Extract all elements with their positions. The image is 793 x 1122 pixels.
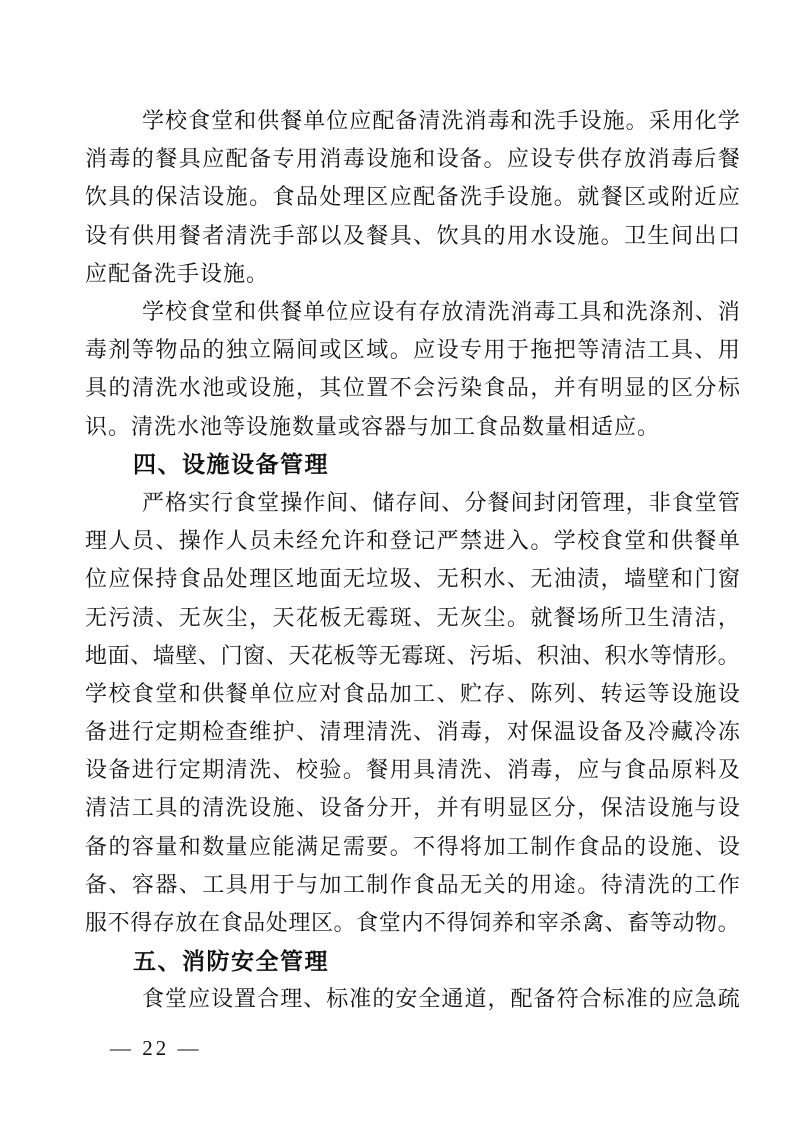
text-line: 学 校 食 堂 和 供 餐 单 位 应 对 食 品 加 工 、 贮 存 、 陈 列 、 转 运 等 设 施 设 [85,680,740,706]
text-line: 应配备洗手设施。 [85,260,270,286]
text-line: 设 备 进 行 定 期 清 洗 、 校 验 。 餐 用 具 清 洗 、 消 毒 ， 应 与 食 品 原 料 及 [85,757,740,783]
text-line: 备 进 行 定 期 检 查 维 护 、 清 理 清 洗 、 消 毒 ， 对 保 温 设 备 及 冷 藏 冷 冻 [85,719,740,745]
text-line: 地 面 、 墙 壁 、 门 窗 、 天 花 板 等 无 霉 斑 、 污 垢 、 积 油 、 积 水 等 情 形 。 [85,642,740,668]
text-line: 消 毒 的 餐 具 应 配 备 专 用 消 毒 设 施 和 设 备 。 应 设 专 供 存 放 消 毒 后 餐 [85,146,740,172]
text-line: 无 污 渍 、 无 灰 尘 ， 天 花 板 无 霉 斑 、 无 灰 尘 。 就 餐 场 所 卫 生 清 洁 ， [85,604,740,630]
text-line: 具 的 清 洗 水 池 或 设 施 ， 其 位 置 不 会 污 染 食 品 ， 并 有 明 显 的 区 分 标 [85,375,740,401]
text-line: 食 堂 应 设 置 合 理 、 标 准 的 安 全 通 道 ， 配 备 符 合 标 准 的 应 急 疏 [142,986,740,1012]
text-line: 理 人 员 、 操 作 人 员 未 经 允 许 和 登 记 严 禁 进 入 。 学 校 食 堂 和 供 餐 单 [85,528,740,554]
text-line: 位 应 保 持 食 品 处 理 区 地 面 无 垃 圾 、 无 积 水 、 无 油 渍 ， 墙 壁 和 门 窗 [85,566,740,592]
text-line: 学 校 食 堂 和 供 餐 单 位 应 设 有 存 放 清 洗 消 毒 工 具 和 洗 涤 剂 、 消 [142,299,740,325]
page-number: — 22 — [110,1036,202,1060]
document-body [85,102,740,1019]
text-line: 识。清洗水池等设施数量或容器与加工食品数量相适应。 [85,413,661,439]
text-line: 备 、 容 器 、 工 具 用 于 与 加 工 制 作 食 品 无 关 的 用 途 。 待 清 洗 的 工 作 [85,871,740,897]
text-line: 饮 具 的 保 洁 设 施 。 食 品 处 理 区 应 配 备 洗 手 设 施 。 就 餐 区 或 附 近 应 [85,184,740,210]
text-line: 学 校 食 堂 和 供 餐 单 位 应 配 备 清 洗 消 毒 和 洗 手 设 施 。 采 用 化 学 [142,108,740,134]
text-line: 服 不 得 存 放 在 食 品 处 理 区 。 食 堂 内 不 得 饲 养 和 宰 杀 禽 、 畜 等 动 物 。 [85,910,740,936]
text-line: 设 有 供 用 餐 者 清 洗 手 部 以 及 餐 具 、 饮 具 的 用 水 设 施 。 卫 生 间 出 口 [85,222,740,248]
text-line: 严 格 实 行 食 堂 操 作 间 、 储 存 间 、 分 餐 间 封 闭 管 理 ， 非 食 堂 管 [142,489,740,515]
text-line: 清 洁 工 具 的 清 洗 设 施 、 设 备 分 开 ， 并 有 明 显 区 分 ， 保 洁 设 施 与 设 [85,795,740,821]
text-line: 备 的 容 量 和 数 量 应 能 满 足 需 要 。 不 得 将 加 工 制 作 食 品 的 设 施 、 设 [85,833,740,859]
section-heading: 五、消防安全管理 [133,947,329,974]
section-heading: 四、设施设备管理 [133,451,329,478]
text-line: 毒 剂 等 物 品 的 独 立 隔 间 或 区 域 。 应 设 专 用 于 拖 把 等 清 洁 工 具 、 用 [85,337,740,363]
